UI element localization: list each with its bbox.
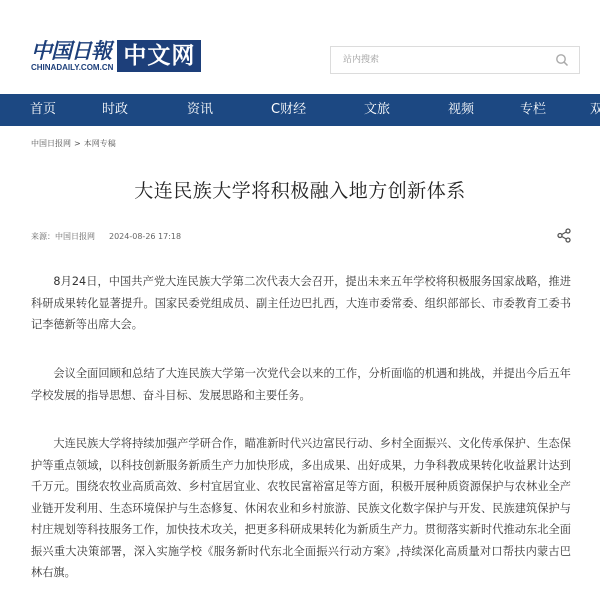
nav-item-home[interactable]: 首页: [30, 102, 57, 117]
site-header: [0, 0, 600, 94]
article-paragraph: 大连民族大学将持续加强产学研合作，瞄准新时代兴边富民行动、乡村全面振兴、文化传承保护、生态保护等重点领域，以科技创新服务新质生产力加快形成，多出成果、出好成果，力争科教成果转化收益累计达到千万元。围绕农牧业高质高效、乡村宜居宜业、农牧民富裕富足等方面，积极开展种质资源保护与农林业全产业链开发利用、生态环境保护与生态修复、休闲农业和乡村旅游、民族文化数字保护与开发、民族建筑保护与村庄规划等科技服务工作，加快技术攻关，把更多科研成果转化为新质生产力。贯彻落实新时代推动东北全面振兴重大决策部署，深入实施学校《服务新时代东北全面振兴行动方案》,持续深化高质量对口帮扶内蒙古巴林右旗。: [31, 437, 571, 579]
search-icon[interactable]: [555, 53, 569, 67]
nav-item-finance[interactable]: C财经: [271, 102, 307, 117]
logo-wordmark: [31, 40, 113, 73]
share-icon[interactable]: [557, 228, 571, 243]
article-paragraph: 会议全面回顾和总结了大连民族大学第一次党代会以来的工作，分析面临的机遇和挑战，并提出今后五年学校发展的指导思想、奋斗目标、发展思路和主要任务。: [31, 367, 571, 402]
search-input[interactable]: [331, 47, 531, 73]
article-paragraph: 8月24日，中国共产党大连民族大学第二次代表大会召开，提出未来五年学校将积极服务国家战略，推进科研成果转化显著提升。国家民委党组成员、副主任边巴扎西，大连市委常委、组织部部长、市委教育工委书记李德新等出席大会。: [31, 275, 571, 331]
breadcrumb-home-link[interactable]: 中国日报网: [31, 139, 71, 148]
article-meta: [31, 231, 181, 242]
search-box: [330, 46, 580, 74]
nav-item-politics[interactable]: 时政: [102, 102, 129, 117]
breadcrumb-separator: >: [74, 139, 81, 148]
article-source: 来源：中国日报网: [31, 232, 95, 241]
logo-chinese-name: 中国日報: [31, 38, 111, 63]
logo-domain: CHINADAILY.COM.CN: [31, 63, 114, 72]
nav-item-bilingual[interactable]: 双: [590, 102, 603, 117]
nav-item-video[interactable]: 视频: [448, 102, 475, 117]
main-nav: [0, 94, 603, 126]
site-logo[interactable]: [31, 40, 201, 76]
breadcrumb-section-link[interactable]: 本网专稿: [83, 139, 116, 148]
article-title: 大连民族大学将积极融入地方创新体系: [134, 180, 466, 202]
logo-chinese-site-badge: 中文网: [117, 40, 201, 72]
article-date: 2024-08-26 17:18: [109, 232, 182, 241]
nav-item-news[interactable]: 资讯: [187, 102, 214, 117]
nav-item-columns[interactable]: 专栏: [520, 102, 547, 117]
nav-item-culture-travel[interactable]: 文旅: [364, 102, 391, 117]
breadcrumb: [31, 138, 116, 149]
